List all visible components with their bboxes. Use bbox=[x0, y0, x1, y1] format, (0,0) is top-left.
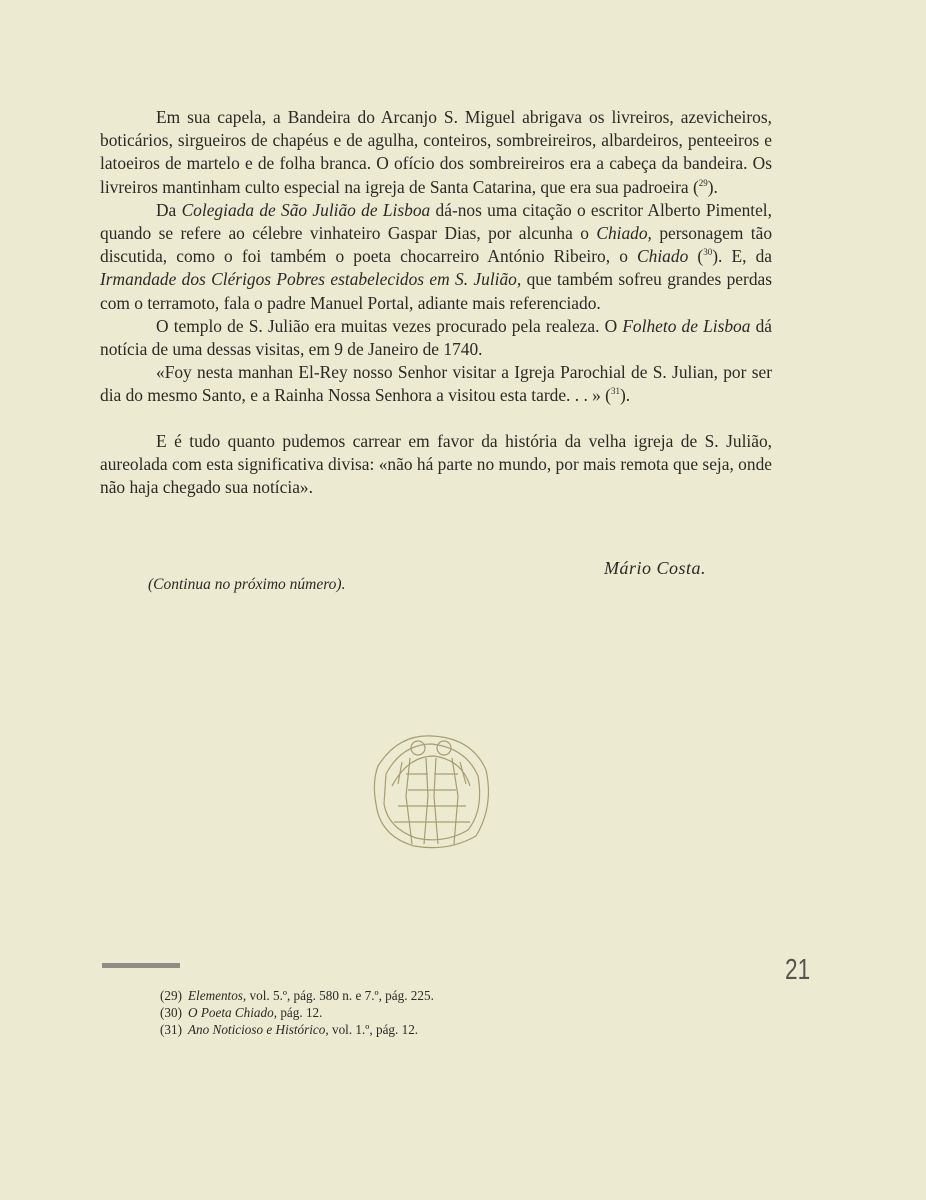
footnote-ref-30[interactable]: 30 bbox=[703, 247, 713, 258]
page-number: 21 bbox=[785, 954, 811, 986]
paragraph-5: E é tudo quanto pudemos carrear em favor da história da velha igreja de S. Julião, aureolada com esta significativa divisa: «não há parte no mundo, por mais remota que seja, onde não haja chegado sua notícia». bbox=[100, 430, 772, 498]
author-signature: Mário Costa. bbox=[604, 558, 707, 578]
footnote-ref-31[interactable]: 31 bbox=[610, 386, 620, 397]
footnote-separator bbox=[102, 963, 180, 968]
paragraph-4-quote: «Foy nesta manhan El-Rey nosso Senhor visitar a Igreja Parochial de S. Julian, por ser dia do mesmo Santo, e a Rainha Nossa Senhora a visitou esta tarde. . . » ($^{31}$). bbox=[100, 362, 772, 406]
continued-note: (Continua no próximo número). bbox=[148, 576, 346, 593]
paragraph-2: Da Colegiada de São Julião de Lisboa dá-nos uma citação o escritor Alberto Pimentel, quando se refere ao célebre vinhateiro Gaspar Dias, por alcunha o Chiado, personagem tão discutida, como o foi também o poeta chocarreiro António Ribeiro, o Chiado ($^{30}$). E, da Irmandade dos Clérigos Pobres estabelecidos em S. Julião, que também sofreu grandes perdas com o terramoto, fala o padre Manuel Portal, adiante mais referenciado. bbox=[100, 199, 773, 313]
article-body bbox=[100, 106, 772, 499]
paragraph-1: Em sua capela, a Bandeira do Arcanjo S. Miguel abrigava os livreiros, azevicheiros, boticários, sirgueiros de chapéus e de agulha, conteiros, sombreireiros, albardeiros, penteeiros e latoeiros de martelo e de folha branca. O ofício dos sombreireiros era a cabeça da bandeira. Os livreiros mantinham culto especial na igreja de Santa Catarina, que era sua padroeira ($^{29}$). bbox=[100, 107, 772, 197]
footnote-29: (29) Elementos, vol. 5.º, pág. 580 n. e 7.º, pág. 225. bbox=[160, 988, 434, 1003]
two-figures-sketch-icon bbox=[368, 726, 496, 854]
paragraph-3: O templo de S. Julião era muitas vezes procurado pela realeza. O Folheto de Lisboa dá notícia de uma dessas visitas, em 9 de Janeiro de 1740. bbox=[100, 315, 773, 360]
italic-title: Colegiada de São Julião de Lisboa bbox=[181, 199, 431, 220]
footnote-31: (31) Ano Noticioso e Histórico, vol. 1.º, pág. 12. bbox=[160, 1022, 419, 1037]
footnote-30: (30) O Poeta Chiado, pág. 12. bbox=[160, 1005, 323, 1020]
footnotes bbox=[160, 987, 434, 1038]
footnote-ref-29[interactable]: 29 bbox=[698, 177, 708, 188]
